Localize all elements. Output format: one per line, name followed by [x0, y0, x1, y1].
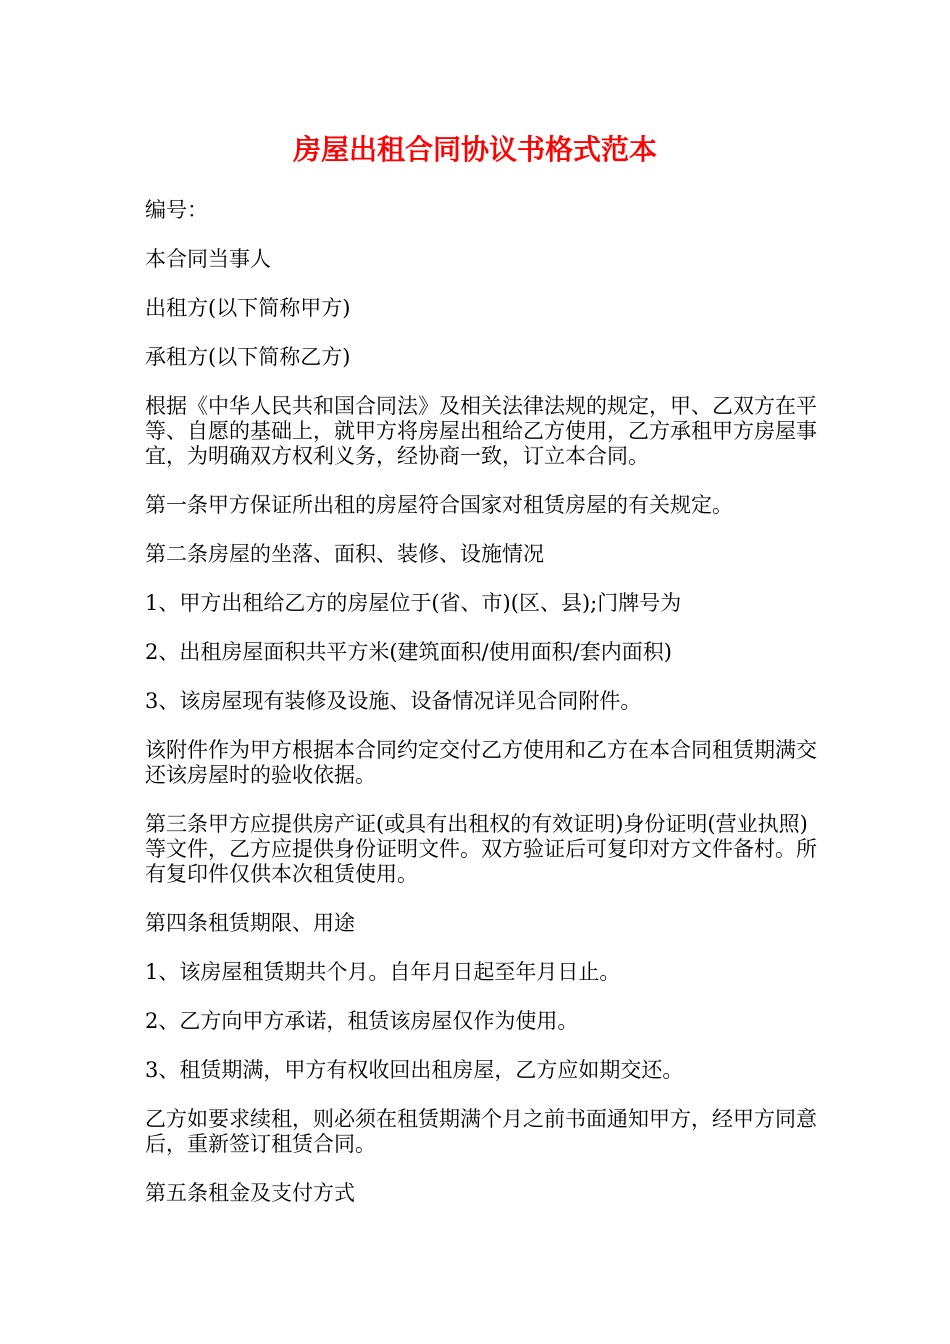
- paragraph-attachment-note: 该附件作为甲方根据本合同约定交付乙方使用和乙方在本合同租赁期满交还该房屋时的验收依据。: [145, 738, 817, 787]
- paragraph-article-2: 第二条房屋的坐落、面积、装修、设施情况: [145, 542, 544, 566]
- paragraph-article-4-item-3: 3、租赁期满，甲方有权收回出租房屋，乙方应如期交还。: [145, 1058, 684, 1082]
- paragraph-article-5: 第五条租金及支付方式: [145, 1181, 355, 1205]
- paragraph-article-3: 第三条甲方应提供房产证(或具有出租权的有效证明)身份证明(营业执照)等文件，乙方应提供身份证明文件。双方验证后可复印对方文件备村。所有复印件仅供本次租赁使用。: [145, 812, 817, 886]
- paragraph-article-2-item-1: 1、甲方出租给乙方的房屋位于(省、市)(区、县);门牌号为: [145, 591, 682, 615]
- document-body: [145, 198, 817, 1230]
- paragraph-lessee: 承租方(以下简称乙方): [145, 345, 351, 369]
- paragraph-article-2-item-3: 3、该房屋现有装修及设施、设备情况详见合同附件。: [145, 689, 642, 713]
- paragraph-article-2-item-2: 2、出租房屋面积共平方米(建筑面积/使用面积/套内面积): [145, 640, 672, 664]
- paragraph-article-4-item-1: 1、该房屋租赁期共个月。自年月日起至年月日止。: [145, 960, 621, 984]
- paragraph-article-4: 第四条租赁期限、用途: [145, 911, 355, 935]
- paragraph-renewal: 乙方如要求续租，则必须在租赁期满个月之前书面通知甲方，经甲方同意后，重新签订租赁合同。: [145, 1107, 817, 1156]
- paragraph-article-4-item-2: 2、乙方向甲方承诺，租赁该房屋仅作为使用。: [145, 1009, 579, 1033]
- paragraph-lessor: 出租方(以下简称甲方): [145, 296, 351, 320]
- paragraph-contract-number: 编号：: [145, 198, 208, 222]
- paragraph-article-1: 第一条甲方保证所出租的房屋符合国家对租赁房屋的有关规定。: [145, 493, 733, 517]
- paragraph-preamble: 根据《中华人民共和国合同法》及相关法律法规的规定，甲、乙双方在平等、自愿的基础上，就甲方将房屋出租给乙方使用，乙方承租甲方房屋事宜，为明确双方权利义务，经协商一致，订立本合同。: [145, 394, 817, 468]
- paragraph-parties: 本合同当事人: [145, 247, 271, 271]
- document-title: 房屋出租合同协议书格式范本: [292, 133, 657, 166]
